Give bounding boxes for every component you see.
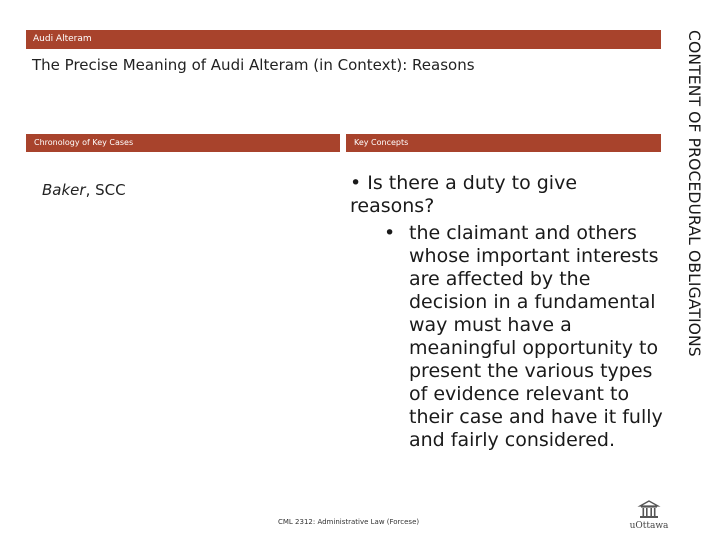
right-column-header (346, 134, 661, 152)
vertical-section-title (685, 30, 714, 380)
case-court: , SCC (85, 181, 126, 199)
case-name: Baker (42, 181, 86, 199)
sub-bullet (380, 222, 664, 452)
university-logo (626, 497, 672, 535)
sub-bullet-icon: • (384, 222, 396, 244)
main-bullet (350, 172, 640, 218)
university-building-icon (626, 497, 672, 521)
main-bullet-text: Is there a duty to give reasons? (350, 172, 578, 217)
case-item (42, 180, 126, 200)
sub-bullet-text: the claimant and others whose important interests are affected by the decision in a fundamental way must have a meaningful opportunity to present the various types of evidence relevant to their case and have it fully and fairly considered. (409, 222, 663, 451)
right-column-header-label: Key Concepts (354, 138, 409, 147)
left-column-header (26, 134, 340, 152)
vertical-section-title-text: CONTENT OF PROCEDURAL OBLIGATIONS (685, 30, 703, 357)
header-label: Audi Alteram (33, 34, 92, 44)
university-logo-text: uOttawa (629, 521, 669, 531)
header-bar (26, 30, 661, 49)
footer-course: CML 2312: Administrative Law (Forcese) (278, 518, 420, 526)
bullet-icon: • (350, 172, 362, 194)
slide-title: The Precise Meaning of Audi Alteram (in Context): Reasons (32, 56, 475, 74)
left-column-header-label: Chronology of Key Cases (34, 138, 134, 147)
